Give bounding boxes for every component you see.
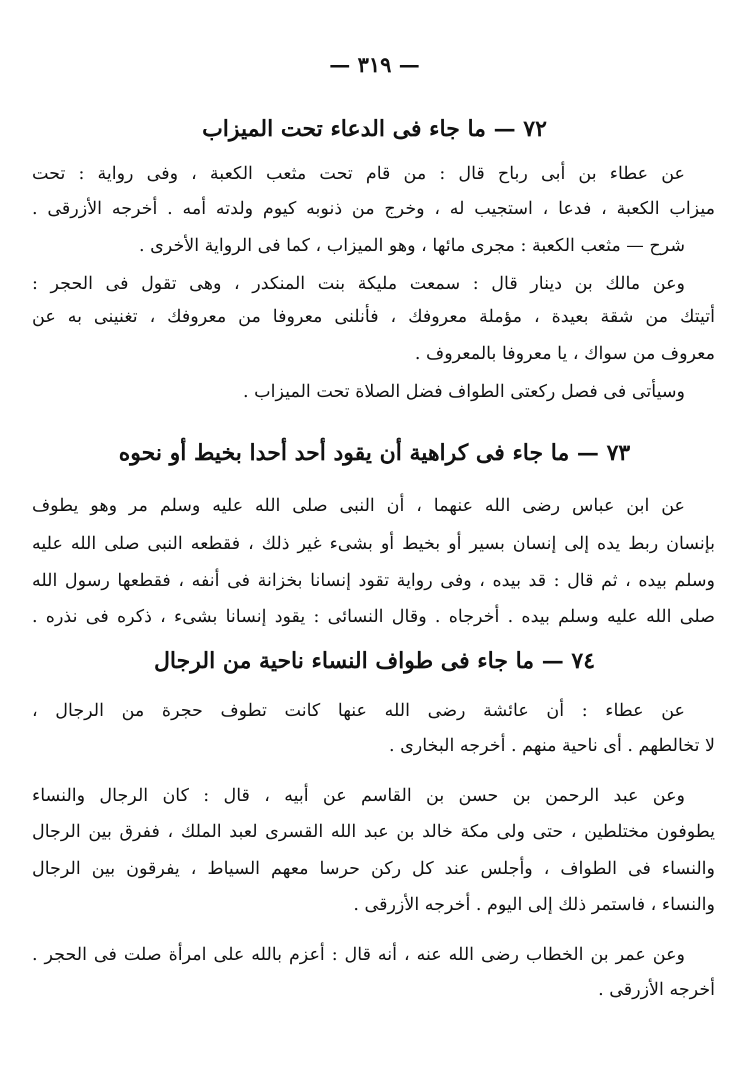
paragraph-line: صلى الله عليه وسلم بيده . أخرجاه . وقال النسائى : يقود إنسانا بشىء ، ذكره فى نذره . xyxy=(32,607,715,627)
paragraph-line: وعن عمر بن الخطاب رضى الله عنه ، أنه قال : أعزم بالله على امرأة صلت فى الحجر . xyxy=(32,945,685,965)
section-72-heading: ٧٢ — ما جاء فى الدعاء تحت الميزاب xyxy=(202,116,547,142)
paragraph-line: وعن عبد الرحمن بن حسن بن القاسم عن أبيه ، قال : كان الرجال والنساء xyxy=(32,786,685,806)
paragraph-line: وعن مالك بن دينار قال : سمعت مليكة بنت المنكدر ، وهى تقول فى الحجر : xyxy=(32,274,685,294)
paragraph-line: وسلم بيده ، ثم قال : قد بيده ، وفى رواية تقود إنسانا بخزانة فى أنفه ، فقطعها رسول الله xyxy=(32,571,715,591)
paragraph-line: عن عطاء بن أبى رباح قال : من قام تحت مثعب الكعبة ، وفى رواية : تحت xyxy=(32,164,685,184)
paragraph-line: أتيتك من شقة بعيدة ، مؤملة معروفك ، فأنلنى معروفا من معروفك ، تغنينى به عن xyxy=(32,307,715,327)
paragraph-line: أخرجه الأزرقى . xyxy=(598,980,715,1000)
page-number: — ٣١٩ — xyxy=(329,52,420,77)
paragraph-line: والنساء ، فاستمر ذلك إلى اليوم . أخرجه الأزرقى . xyxy=(353,895,715,915)
section-73-heading: ٧٣ — ما جاء فى كراهية أن يقود أحد أحدا بخيط أو نحوه xyxy=(118,440,631,466)
paragraph-line: لا تخالطهم . أى ناحية منهم . أخرجه البخارى . xyxy=(388,736,715,756)
paragraph-line: ميزاب الكعبة ، فدعا ، استجيب له ، وخرج من ذنوبه كيوم ولدته أمه . أخرجه الأزرقى . xyxy=(32,199,715,219)
commentary-line: شرح — مثعب الكعبة : مجرى مائها ، وهو الميزاب ، كما فى الرواية الأخرى . xyxy=(138,236,685,256)
paragraph-line: معروف من سواك ، يا معروفا بالمعروف . xyxy=(414,344,715,364)
section-74-heading: ٧٤ — ما جاء فى طواف النساء ناحية من الرجال xyxy=(153,648,596,674)
paragraph-line: يطوفون مختلطين ، حتى ولى مكة خالد بن عبد الله القسرى لعبد الملك ، ففرق بين الرجال xyxy=(32,822,715,842)
paragraph-line: والنساء فى الطواف ، وأجلس عند كل ركن حرسا معهم السياط ، يفرقون بين الرجال xyxy=(32,859,715,879)
paragraph-line: بإنسان ربط يده إلى إنسان بسير أو بخيط أو بشىء غير ذلك ، فقطعه النبى صلى الله عليه xyxy=(32,534,715,554)
paragraph-line: وسيأتى فى فصل ركعتى الطواف فضل الصلاة تحت الميزاب . xyxy=(243,382,685,402)
paragraph-line: عن عطاء : أن عائشة رضى الله عنها كانت تطوف حجرة من الرجال ، xyxy=(32,701,685,721)
paragraph-line: عن ابن عباس رضى الله عنهما ، أن النبى صلى الله عليه وسلم مر وهو يطوف xyxy=(32,496,685,516)
